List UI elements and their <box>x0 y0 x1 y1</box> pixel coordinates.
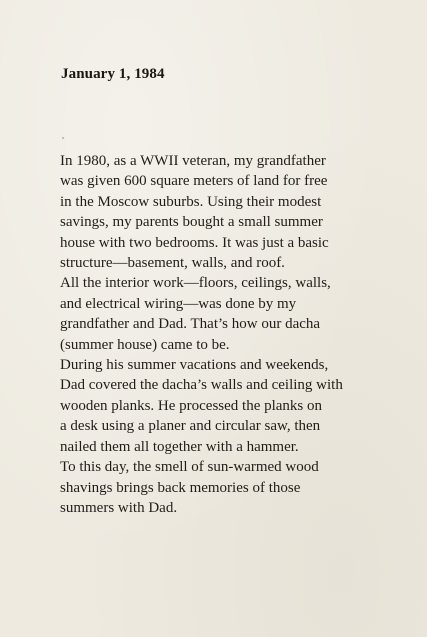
body-line: house with two bedrooms. It was just a basic <box>60 234 329 251</box>
body-line: nailed them all together with a hammer. <box>60 438 299 455</box>
body-line: was given 600 square meters of land for free <box>60 173 328 190</box>
body-line: and electrical wiring—was done by my <box>60 295 297 312</box>
body-line: To this day, the smell of sun-warmed wood <box>60 459 319 476</box>
body-line: (summer house) came to be. <box>60 336 230 353</box>
body-line: Dad covered the dacha’s walls and ceiling with <box>60 377 343 394</box>
body-line: wooden planks. He processed the planks on <box>60 397 323 414</box>
body-line: All the interior work—floors, ceilings, walls, <box>60 275 331 292</box>
body-line: During his summer vacations and weekends, <box>60 357 329 374</box>
body-line: grandfather and Dad. That’s how our dacha <box>60 316 321 333</box>
entry-date: January 1, 1984 <box>61 66 165 82</box>
body-line: savings, my parents bought a small summer <box>60 214 323 231</box>
body-line: a desk using a planer and circular saw, then <box>60 418 321 435</box>
body-line: summers with Dad. <box>60 499 178 516</box>
body-line: structure—basement, walls, and roof. <box>60 255 285 272</box>
entry-body <box>60 151 400 518</box>
body-line: in the Moscow suburbs. Using their modest <box>60 193 322 210</box>
body-line: shavings brings back memories of those <box>60 479 301 496</box>
paper-speck <box>62 137 64 139</box>
body-line: In 1980, as a WWII veteran, my grandfather <box>60 153 326 169</box>
